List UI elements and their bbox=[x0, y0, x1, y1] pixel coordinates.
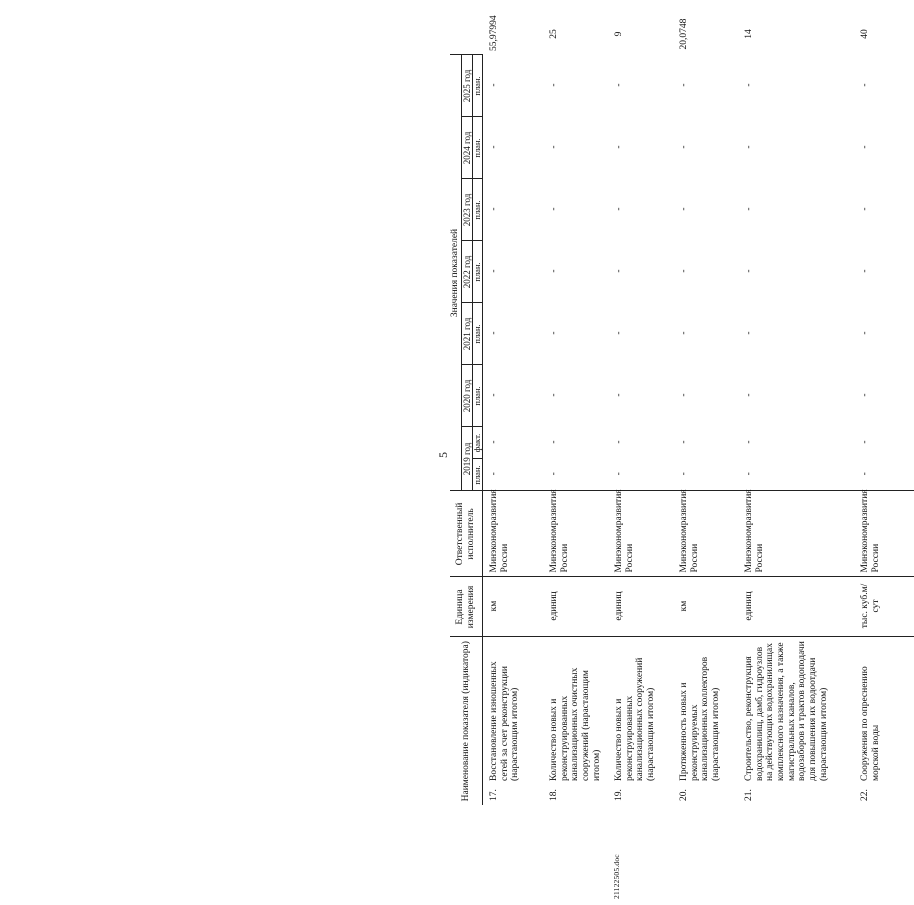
indicator-name: Протяженность новых и реконструируемых канализационных коллекторов (нарастающим итогом) bbox=[675, 637, 740, 785]
header-unit: Единица измерения bbox=[450, 577, 483, 637]
value-cell: - bbox=[679, 207, 690, 211]
indicator-name: Восстановление изношенных сетей за счет реконструкции (нарастающим итогом) bbox=[483, 637, 546, 785]
indicator-name: Строительство, реконструкция водохранилищ, дамб, гидроузлов на действующих водохранилищах комплексного назначения, а также магистральных каналов, водозаборов и трактов водоподачи для повышения их водоотдачи (нарастающим итогом) bbox=[740, 637, 856, 785]
value-cell: - bbox=[549, 207, 560, 211]
value-cell: - bbox=[679, 472, 690, 476]
row-number: 20. bbox=[679, 789, 690, 801]
table-row bbox=[545, 15, 610, 805]
header-responsible: Ответственный исполнитель bbox=[450, 491, 483, 577]
table-row bbox=[483, 15, 546, 805]
header-fact: факт. bbox=[472, 427, 483, 459]
value-cell: - bbox=[679, 269, 690, 273]
value-cell: - bbox=[860, 207, 871, 211]
value-cell: - bbox=[614, 207, 625, 211]
value-cell: - bbox=[489, 331, 500, 335]
header-plan: план. bbox=[472, 55, 483, 117]
row-number: 17. bbox=[489, 789, 500, 801]
header-plan: план. bbox=[472, 117, 483, 179]
responsible-cell: Минэкономразвития России bbox=[610, 491, 675, 577]
value-cell: 9 bbox=[614, 31, 625, 37]
table-row bbox=[740, 15, 856, 805]
value-cell: - bbox=[744, 393, 755, 397]
value-cell: - bbox=[489, 269, 500, 273]
header-year-2023: 2023 год bbox=[461, 179, 472, 241]
value-cell: - bbox=[549, 472, 560, 476]
value-cell: - bbox=[860, 331, 871, 335]
value-cell: 20,0748 bbox=[679, 18, 690, 50]
responsible-cell: Минэкономразвития России bbox=[545, 491, 610, 577]
value-cell: - bbox=[679, 393, 690, 397]
value-cell: - bbox=[744, 269, 755, 273]
unit-cell: км bbox=[675, 577, 740, 637]
table-row bbox=[610, 15, 675, 805]
value-cell: - bbox=[744, 472, 755, 476]
row-number: 19. bbox=[614, 789, 625, 801]
header-values-group: Значения показателей bbox=[450, 55, 461, 491]
value-cell: - bbox=[860, 472, 871, 476]
value-cell: - bbox=[860, 440, 871, 444]
value-cell: - bbox=[614, 269, 625, 273]
value-cell: 55,97994 bbox=[488, 15, 499, 51]
header-year-2019: 2019 год bbox=[461, 427, 472, 491]
unit-cell: км bbox=[483, 577, 546, 637]
indicator-name: Количество новых и реконструированных канализационных сооружений (нарастающим итогом) bbox=[610, 637, 675, 785]
row-number: 18. bbox=[549, 789, 560, 801]
value-cell: - bbox=[549, 393, 560, 397]
header-name: Наименование показателя (индикатора) bbox=[450, 637, 483, 805]
value-cell: - bbox=[860, 145, 871, 149]
table-row bbox=[675, 15, 740, 805]
responsible-cell: Минэкономразвития России bbox=[483, 491, 546, 577]
document-file-id: 21122505.doc bbox=[612, 854, 621, 899]
table-row bbox=[856, 15, 914, 805]
value-cell: - bbox=[614, 393, 625, 397]
unit-cell: тыс. куб.м/сут bbox=[856, 577, 914, 637]
header-plan: план. bbox=[472, 303, 483, 365]
value-cell: - bbox=[549, 331, 560, 335]
value-cell: - bbox=[744, 207, 755, 211]
header-year-2022: 2022 год bbox=[461, 241, 472, 303]
value-cell: - bbox=[679, 440, 690, 444]
value-cell: - bbox=[614, 331, 625, 335]
value-cell: - bbox=[489, 393, 500, 397]
value-cell: - bbox=[489, 207, 500, 211]
value-cell: - bbox=[489, 472, 500, 476]
unit-cell: единиц bbox=[545, 577, 610, 637]
value-cell: - bbox=[679, 145, 690, 149]
responsible-cell: Минэкономразвития России bbox=[856, 491, 914, 577]
responsible-cell: Минэкономразвития России bbox=[740, 491, 856, 577]
value-cell: - bbox=[549, 269, 560, 273]
value-cell: - bbox=[614, 440, 625, 444]
row-number: 22. bbox=[860, 789, 871, 801]
value-cell: - bbox=[860, 83, 871, 87]
row-number: 21. bbox=[744, 789, 755, 801]
value-cell: - bbox=[744, 440, 755, 444]
value-cell: 40 bbox=[860, 29, 871, 39]
page-number: 5 bbox=[436, 452, 450, 458]
value-cell: - bbox=[679, 83, 690, 87]
value-cell: - bbox=[549, 83, 560, 87]
indicator-name: Количество новых и реконструированных канализационных очистных сооружений (нарастающим итогом) bbox=[545, 637, 610, 785]
value-cell: - bbox=[744, 83, 755, 87]
value-cell: - bbox=[549, 440, 560, 444]
indicator-table bbox=[450, 15, 914, 805]
header-year-2025: 2025 год bbox=[461, 55, 472, 117]
value-cell: - bbox=[679, 331, 690, 335]
header-plan: план. bbox=[472, 459, 483, 491]
value-cell: 14 bbox=[744, 29, 755, 39]
responsible-cell: Минэкономразвития России bbox=[675, 491, 740, 577]
header-plan: план. bbox=[472, 365, 483, 427]
value-cell: - bbox=[489, 145, 500, 149]
header-year-2024: 2024 год bbox=[461, 117, 472, 179]
value-cell: - bbox=[614, 83, 625, 87]
unit-cell: единиц bbox=[740, 577, 856, 637]
value-cell: 25 bbox=[549, 29, 560, 39]
header-plan: план. bbox=[472, 179, 483, 241]
value-cell: - bbox=[489, 83, 500, 87]
header-year-2020: 2020 год bbox=[461, 365, 472, 427]
value-cell: - bbox=[614, 145, 625, 149]
indicator-name: Сооружения по опреснению морской воды bbox=[856, 637, 914, 785]
value-cell: - bbox=[744, 331, 755, 335]
value-cell: - bbox=[549, 145, 560, 149]
header-plan: план. bbox=[472, 241, 483, 303]
value-cell: - bbox=[489, 440, 500, 444]
value-cell: - bbox=[860, 269, 871, 273]
header-year-2021: 2021 год bbox=[461, 303, 472, 365]
value-cell: - bbox=[744, 145, 755, 149]
unit-cell: единиц bbox=[610, 577, 675, 637]
value-cell: - bbox=[860, 393, 871, 397]
value-cell: - bbox=[614, 472, 625, 476]
